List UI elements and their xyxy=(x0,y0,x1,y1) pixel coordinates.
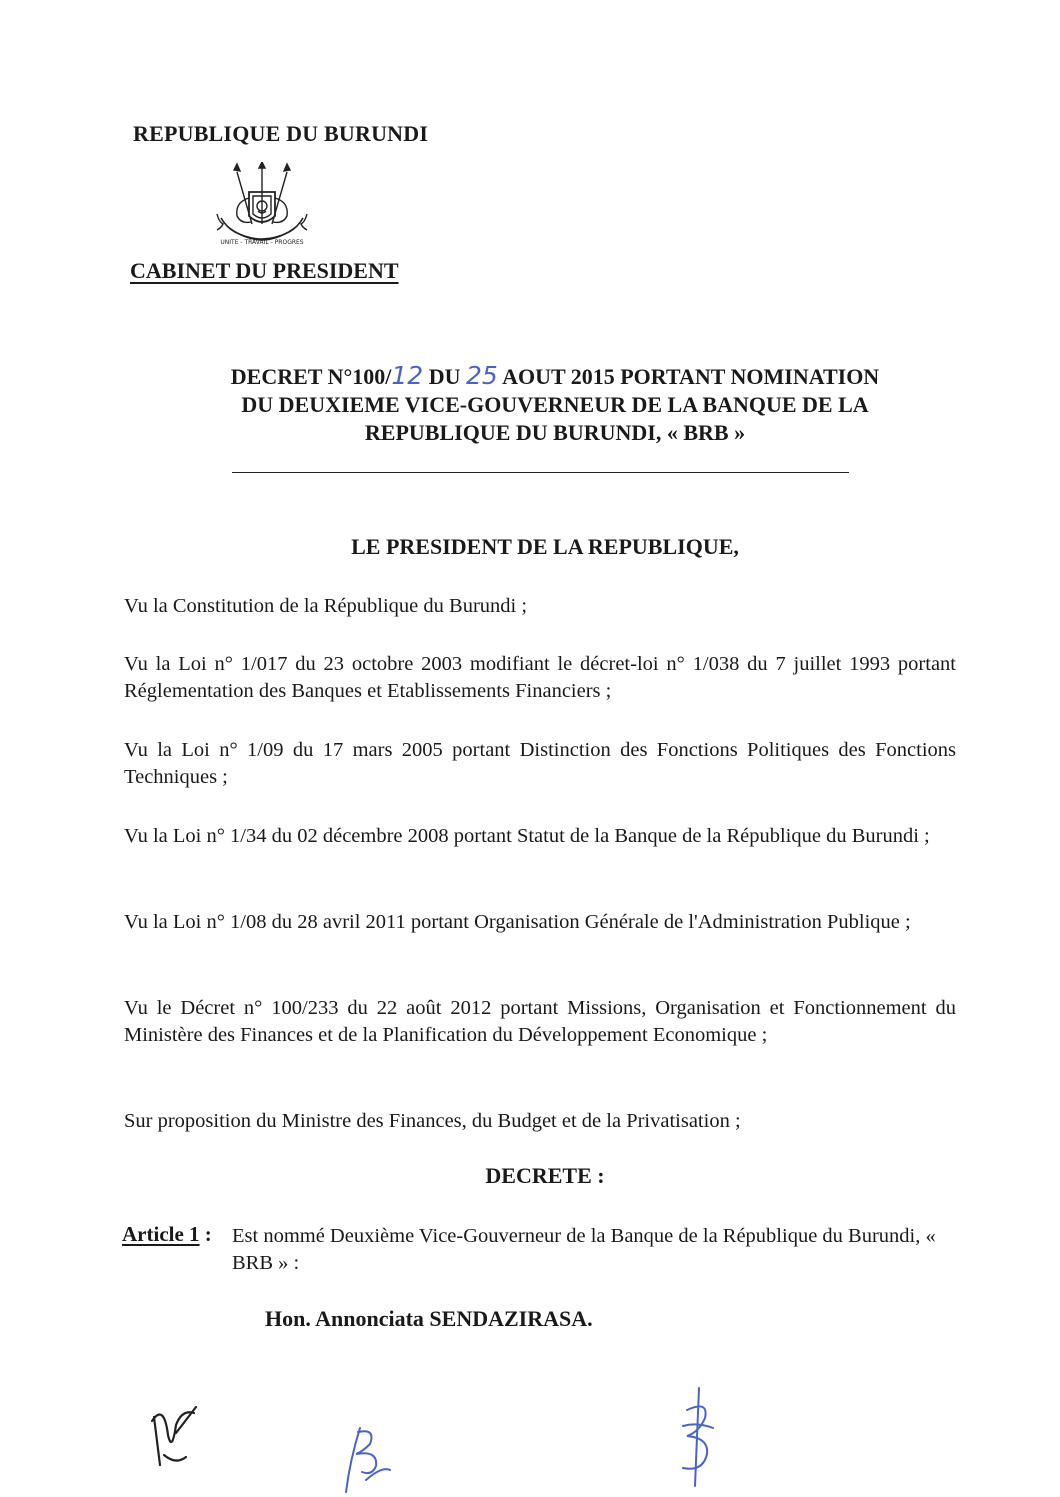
decree-title-line1: DECRET N°100/12 DU 25 AOUT 2015 PORTANT NOMINATION xyxy=(230,361,880,390)
president-heading: LE PRESIDENT DE LA REPUBLIQUE, xyxy=(351,534,739,559)
consideration-paragraph: Vu la Constitution de la République du Burundi ; xyxy=(124,595,528,617)
republic-heading: REPUBLIQUE DU BURUNDI xyxy=(133,121,429,146)
consideration-paragraph: Vu la Loi n° 1/017 du 23 octobre 2003 modifiant le décret-loi n° 1/038 du 7 juillet 1993 portant Réglementation des Banques et Etablissements Financiers ; xyxy=(124,653,956,702)
decree-title-line3: REPUBLIQUE DU BURUNDI, « BRB » xyxy=(364,420,746,445)
decree-title-line2: DU DEUXIEME VICE-GOUVERNEUR DE LA BANQUE DE LA xyxy=(241,392,869,417)
handwritten-initials-signature xyxy=(665,1382,725,1492)
handwritten-initials-signature xyxy=(332,1420,402,1495)
handwritten-decree-number: 12 xyxy=(391,361,424,390)
consideration-paragraph: Vu le Décret n° 100/233 du 22 août 2012 portant Missions, Organisation et Fonctionnement du Ministère des Finances et de la Planification du Développement Economique ; xyxy=(124,997,956,1046)
decree-title xyxy=(120,362,990,447)
consideration-paragraph: Vu la Loi n° 1/34 du 02 décembre 2008 portant Statut de la Banque de la République du Burundi ; xyxy=(124,825,930,847)
consideration-paragraph: Vu la Loi n° 1/08 du 28 avril 2011 portant Organisation Générale de l'Administration Publique ; xyxy=(124,911,911,933)
appointee-name: Hon. Annonciata SENDAZIRASA. xyxy=(265,1306,593,1331)
handwritten-initials-signature xyxy=(146,1395,206,1475)
decrete-heading: DECRETE : xyxy=(485,1163,605,1188)
article-1-text: Est nommé Deuxième Vice-Gouverneur de la Banque de la République du Burundi, « BRB » : xyxy=(232,1225,936,1274)
consideration-paragraph: Vu la Loi n° 1/09 du 17 mars 2005 portant Distinction des Fonctions Politiques des Fonctions Techniques ; xyxy=(124,739,956,788)
consideration-paragraph: Sur proposition du Ministre des Finances, du Budget et de la Privatisation ; xyxy=(124,1110,741,1132)
title-divider xyxy=(232,472,849,473)
handwritten-day: 25 xyxy=(465,361,498,390)
coat-of-arms-emblem xyxy=(207,162,317,262)
cabinet-heading: CABINET DU PRESIDENT xyxy=(130,258,399,283)
motto-text: UNITE - TRAVAIL - PROGRES xyxy=(220,239,304,246)
article-1-label: Article 1 : xyxy=(122,1222,212,1246)
